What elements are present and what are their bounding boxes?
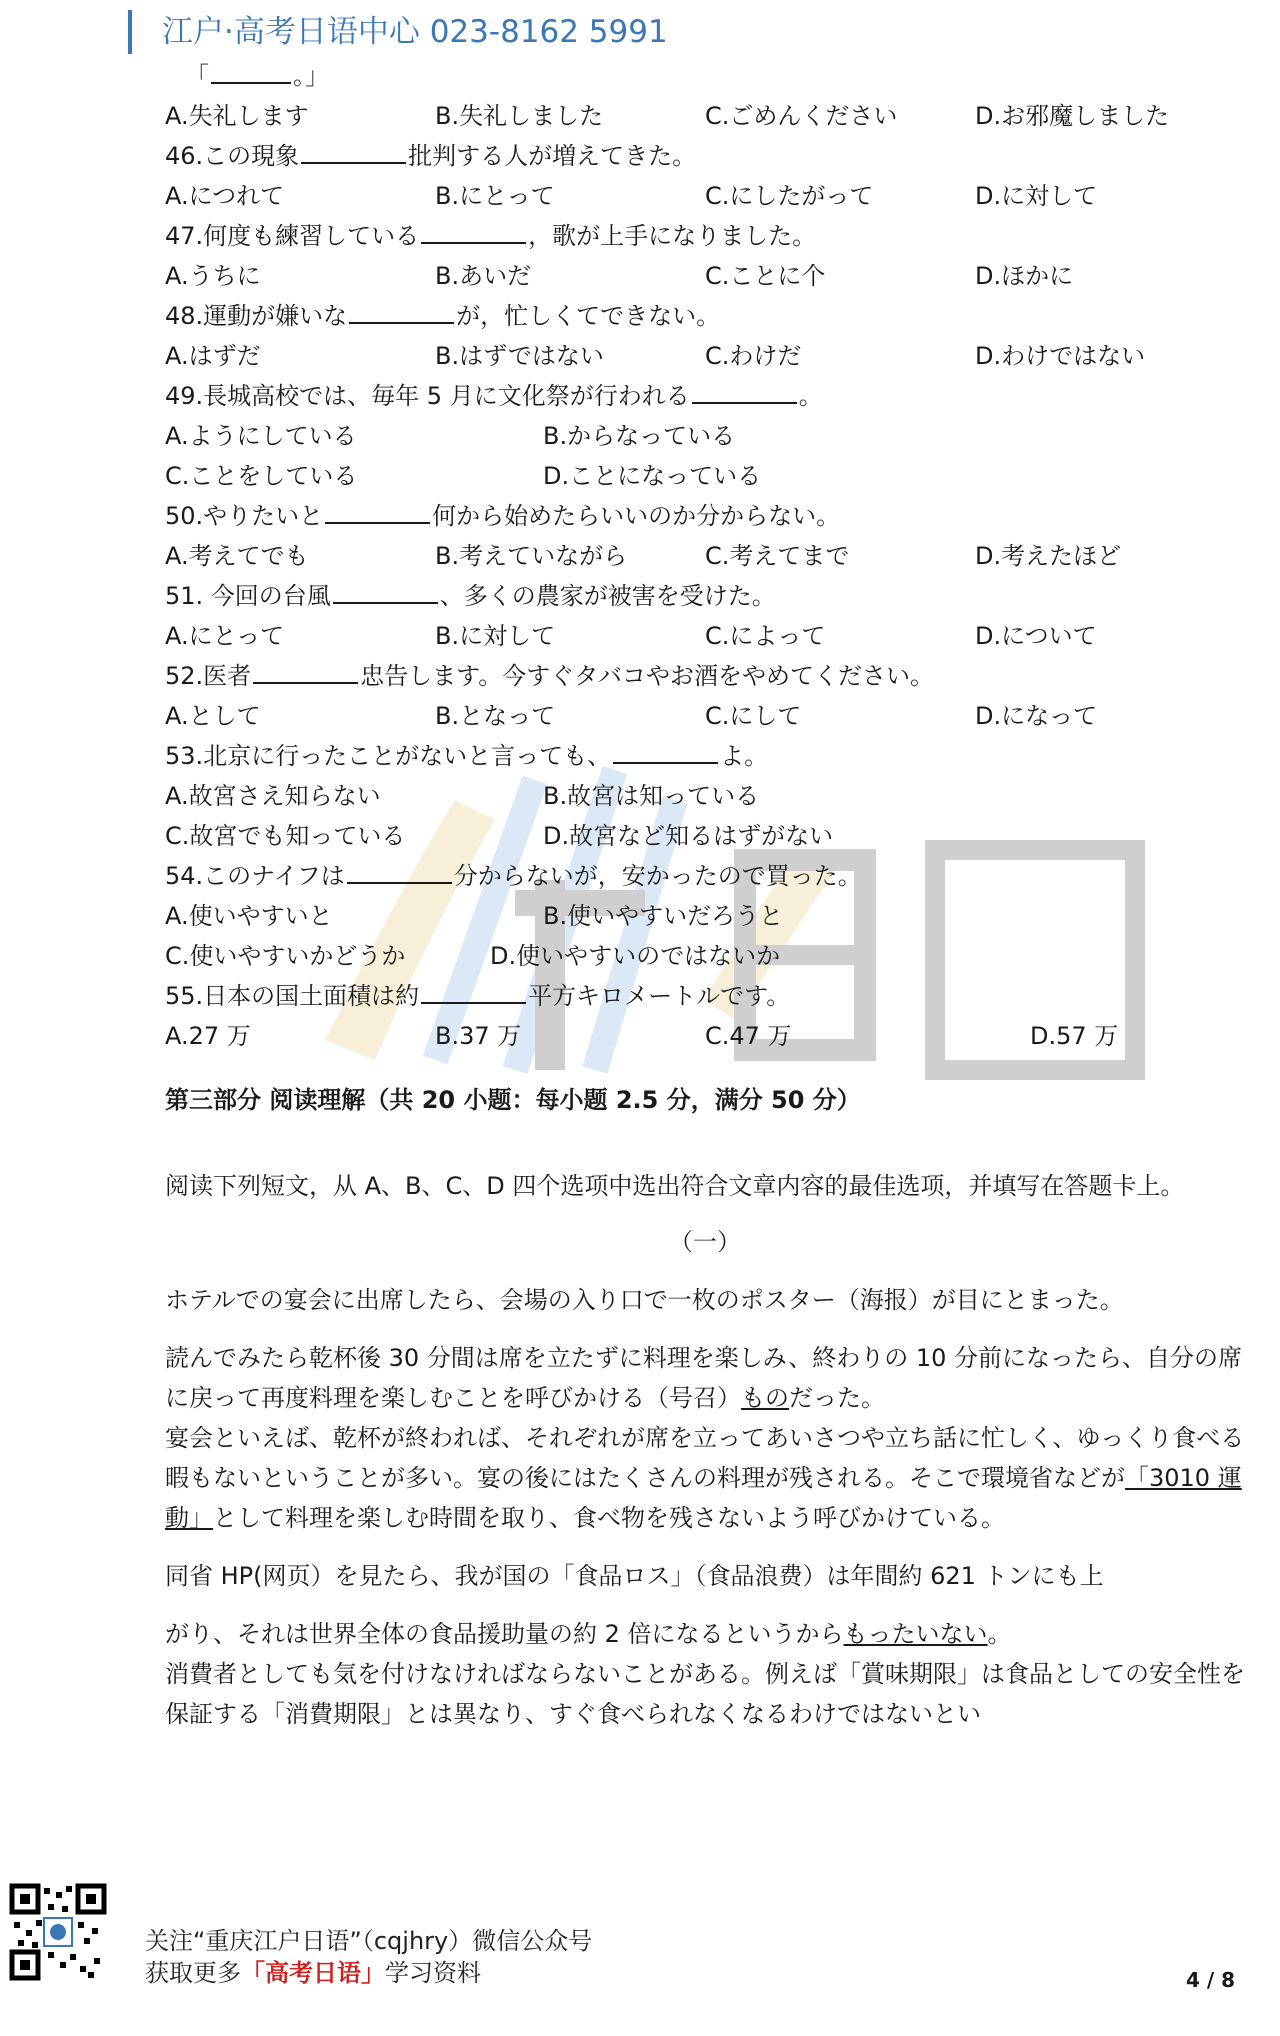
question-tail: 平方キロメートルです。	[528, 982, 791, 1010]
text-run: 宴会といえば、乾杯が終われば、それぞれが席を立ってあいさつや立ち話に忙しく、ゆっくり食べる暇もないということが多い。宴の後にはたくさんの料理が残される。そこで環境省などが	[165, 1424, 1245, 1492]
answer-blank	[325, 498, 430, 524]
text-run: 読んでみたら乾杯後 30 分間は席を立たずに料理を楽しみ、終わりの 10 分前になったら、自分の席に戻って再度料理を楽しむことを呼びかける（号召）	[165, 1344, 1243, 1412]
option-b: B.にとって	[435, 182, 555, 210]
option-d: D.使いやすいのではないか	[490, 942, 781, 970]
question-54-options-row2	[165, 936, 1245, 976]
answer-blank	[613, 738, 718, 764]
option-d: D.故宮など知るはずがない	[543, 822, 834, 850]
question-48-options	[165, 336, 1245, 376]
header-title: 江户·高考日语中心 023-8162 5991	[162, 14, 668, 50]
question-46-options	[165, 176, 1245, 216]
question-stem: 49.長城高校では、毎年 5 月に文化祭が行われる	[165, 382, 690, 410]
option-b: B.故宮は知っている	[543, 782, 760, 810]
text-run: 。	[987, 1620, 1012, 1648]
question-tail: が，忙しくてできない。	[456, 302, 721, 330]
passage-label: （一）	[669, 1228, 741, 1256]
text-run: 获取更多	[145, 1959, 241, 1987]
question-stem: 52.医者	[165, 662, 252, 690]
spacer	[165, 1320, 1245, 1338]
footer-line-2	[145, 1957, 592, 1989]
question-49-options-row2	[165, 456, 1245, 496]
option-d: D.わけではない	[975, 342, 1146, 370]
question-51-options	[165, 616, 1245, 656]
option-c: C.ことをしている	[165, 462, 358, 490]
question-tail: よ。	[720, 742, 769, 770]
answer-blank	[347, 858, 452, 884]
question-stem: 53.北京に行ったことがないと言っても、	[165, 742, 612, 770]
question-stem: 48.運動が嫌いな	[165, 302, 348, 330]
question-tail: ，歌が上手になりました。	[528, 222, 817, 250]
question-49-options-row1	[165, 416, 1245, 456]
answer-blank	[421, 978, 526, 1004]
option-c: C.にして	[705, 702, 802, 730]
question-47	[165, 216, 1245, 256]
exam-content	[165, 56, 1245, 1734]
option-c: C.47 万	[705, 1022, 792, 1050]
option-d: D.になって	[975, 702, 1098, 730]
passage-paragraph-1: ホテルでの宴会に出席したら、会場の入り口で一枚のポスター（海报）が目にとまった。	[165, 1286, 1124, 1314]
option-b: B.37 万	[435, 1022, 522, 1050]
question-tail: 忠告します。今すぐタバコやお酒をやめてください。	[360, 662, 935, 690]
option-b: B.使いやすいだろうと	[543, 902, 784, 930]
option-b: B.からなっている	[543, 422, 736, 450]
question-53	[165, 736, 1245, 776]
highlight-text: 「高考日语」	[241, 1959, 385, 1987]
text-run: だった。	[789, 1384, 885, 1412]
text-run: として料理を楽しむ時間を取り、食べ物を残さないよう呼びかけている。	[213, 1504, 1005, 1532]
option-b: B.となって	[435, 702, 556, 730]
option-d: D.に対して	[975, 182, 1098, 210]
option-c: C.故宮でも知っている	[165, 822, 406, 850]
question-55-options	[165, 1016, 1245, 1056]
option-d: D.57 万	[1030, 1022, 1119, 1050]
question-stem: 54.このナイフは	[165, 862, 345, 890]
question-stem: 55.日本の国土面積は約	[165, 982, 420, 1010]
answer-blank	[692, 378, 797, 404]
answer-blank	[301, 138, 406, 164]
answer-blank	[421, 218, 526, 244]
option-d: D.ことになっている	[543, 462, 762, 490]
answer-blank	[253, 658, 358, 684]
footer-line-1: 关注“重庆江户日语”（cqjhry）微信公众号	[145, 1927, 593, 1955]
option-a: A.使いやすいと	[165, 902, 333, 930]
question-48	[165, 296, 1245, 336]
question-47-options	[165, 256, 1245, 296]
question-stem: 50.やりたいと	[165, 502, 324, 530]
question-52	[165, 656, 1245, 696]
question-stem: 51. 今回の台風	[165, 582, 331, 610]
option-c: C.使いやすいかどうか	[165, 942, 406, 970]
page-number: 4 / 8	[1186, 1968, 1236, 1992]
section-instruction: 阅读下列短文，从 A、B、C、D 四个选项中选出符合文章内容的最佳选项，并填写在答题卡上。	[165, 1172, 1185, 1200]
option-a: A.27 万	[165, 1022, 251, 1050]
section-title: 第三部分 阅读理解（共 20 小题：每小题 2.5 分，满分 50 分）	[165, 1086, 861, 1114]
answer-blank	[349, 298, 454, 324]
question-53-options-row1	[165, 776, 1245, 816]
underlined-term: もったいない	[843, 1620, 988, 1648]
option-d: D.ほかに	[975, 262, 1074, 290]
option-b: B.失礼しました	[435, 102, 604, 130]
question-51	[165, 576, 1245, 616]
question-tail: 何から始めたらいいのか分からない。	[432, 502, 841, 530]
option-a: A.うちに	[165, 262, 261, 290]
option-b: B.に対して	[435, 622, 556, 650]
option-b: B.考えていながら	[435, 542, 628, 570]
spacer	[165, 1596, 1245, 1614]
question-55	[165, 976, 1245, 1016]
question-tail: 批判する人が増えてきた。	[408, 142, 697, 170]
question-tail: 、多くの農家が被害を受けた。	[439, 582, 776, 610]
underlined-term: 「3010 運動」	[165, 1464, 1242, 1532]
option-a: A.として	[165, 702, 261, 730]
text-run: 学习资料	[385, 1959, 481, 1987]
question-tail: 分からないが，安かったので買った。	[453, 862, 862, 890]
option-a: A.につれて	[165, 182, 285, 210]
passage-paragraph-4: 同省 HP(网页）を見たら、我が国の「食品ロス」（食品浪费）は年間約 621 トンにも上	[165, 1562, 1104, 1590]
passage-paragraph-5	[165, 1614, 1245, 1654]
question-54	[165, 856, 1245, 896]
option-d: D.について	[975, 622, 1097, 650]
option-c: C.によって	[705, 622, 826, 650]
question-50	[165, 496, 1245, 536]
option-c: C.ごめんください	[705, 102, 898, 130]
option-b: B.はずではない	[435, 342, 604, 370]
option-c: C.わけだ	[705, 342, 802, 370]
question-46	[165, 136, 1245, 176]
option-a: A.失礼します	[165, 102, 309, 130]
question-50-options	[165, 536, 1245, 576]
option-c: C.考えてまで	[705, 542, 850, 570]
question-53-options-row2	[165, 816, 1245, 856]
passage-paragraph-2	[165, 1338, 1245, 1418]
option-d: D.考えたほど	[975, 542, 1122, 570]
passage-paragraph-3	[165, 1418, 1245, 1538]
footer-promo	[145, 1925, 592, 1989]
underlined-term: もの	[741, 1384, 789, 1412]
quote-close: 。」	[293, 62, 329, 90]
page-header	[128, 10, 668, 54]
option-a: A.故宮さえ知らない	[165, 782, 381, 810]
qr-code-icon	[8, 1882, 108, 1982]
question-tail: 。	[798, 382, 823, 410]
option-a: A.はずだ	[165, 342, 261, 370]
option-c: C.ことに个	[705, 262, 826, 290]
option-b: B.あいだ	[435, 262, 532, 290]
option-a: A.考えてでも	[165, 542, 309, 570]
spacer	[165, 1262, 1245, 1280]
passage-paragraph-6: 消費者としても気を付けなければならないことがある。例えば「賞味期限」は食品としての安全性を保証する「消費期限」とは異なり、すぐ食べられなくなるわけではないとい	[165, 1660, 1245, 1728]
quote-open: 「	[185, 62, 209, 90]
question-stem: 46.この現象	[165, 142, 300, 170]
option-d: D.お邪魔しました	[975, 102, 1170, 130]
answer-blank	[211, 58, 291, 84]
spacer	[165, 1538, 1245, 1556]
text-run: がり、それは世界全体の食品援助量の約 2 倍になるというから	[165, 1620, 844, 1648]
question-54-options-row1	[165, 896, 1245, 936]
q45-fragment	[165, 56, 1245, 96]
option-c: C.にしたがって	[705, 182, 874, 210]
option-a: A.にとって	[165, 622, 285, 650]
question-52-options	[165, 696, 1245, 736]
q45-options	[165, 96, 1245, 136]
question-stem: 47.何度も練習している	[165, 222, 420, 250]
answer-blank	[333, 578, 438, 604]
question-49	[165, 376, 1245, 416]
option-a: A.ようにしている	[165, 422, 357, 450]
